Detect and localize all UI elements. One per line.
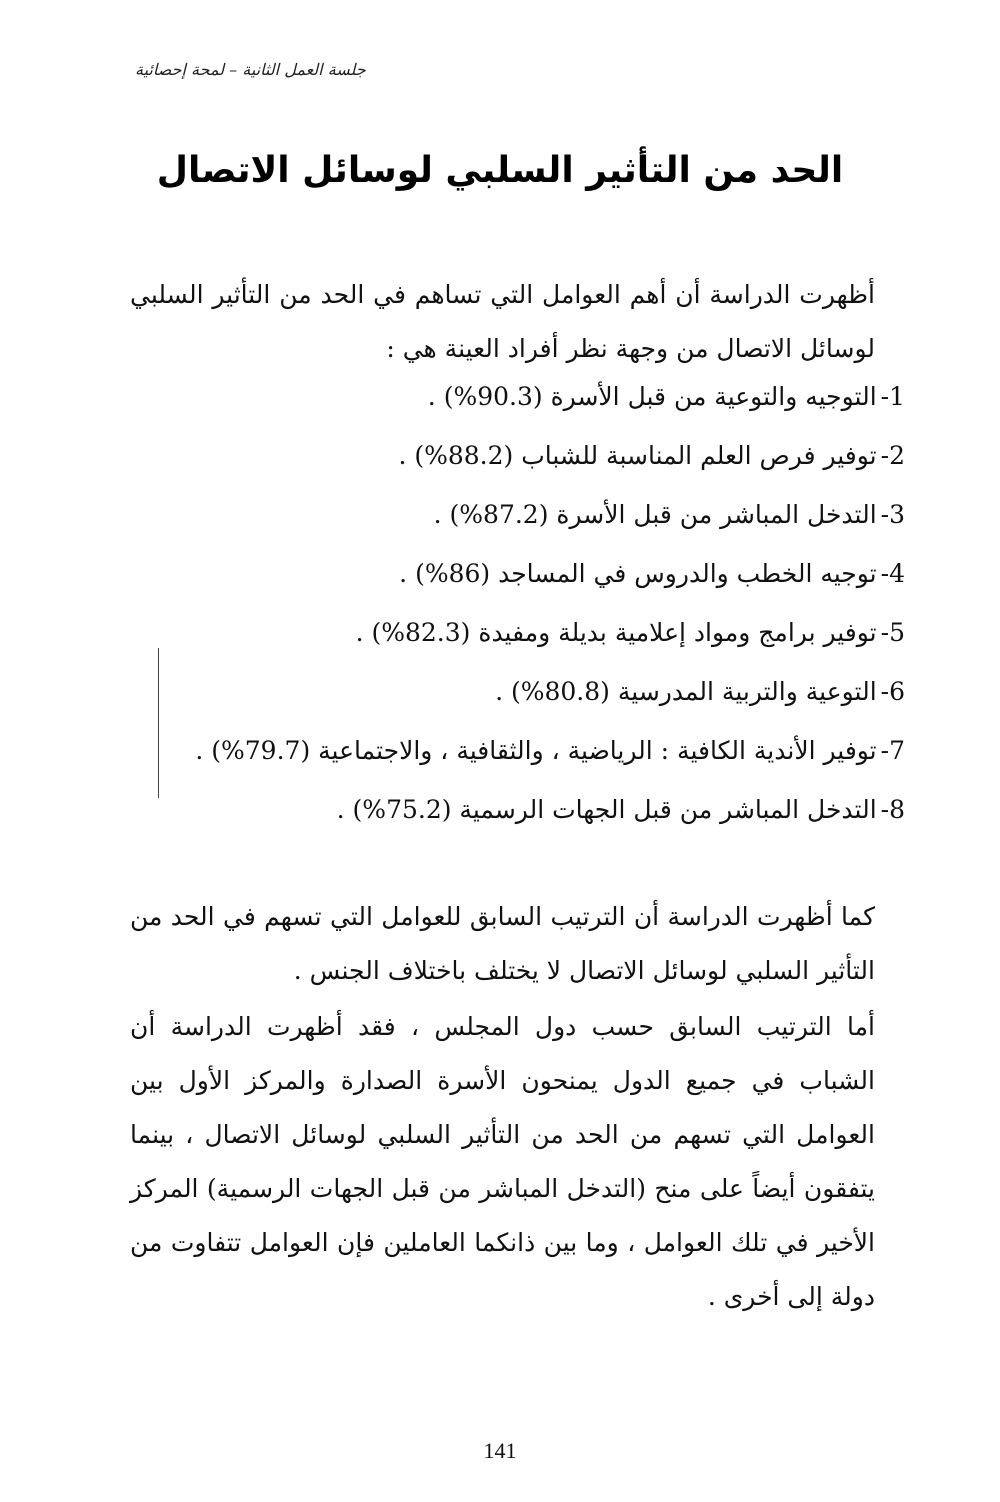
margin-mark <box>158 648 159 798</box>
list-item-text: التدخل المباشر من قبل الأسرة (87.2%) . <box>433 500 877 529</box>
factors-list <box>125 367 905 839</box>
list-item <box>125 662 905 721</box>
list-item <box>125 603 905 662</box>
list-item <box>125 780 905 839</box>
list-item-text: توفير برامج ومواد إعلامية بديلة ومفيدة (82.3%) . <box>355 618 877 647</box>
list-item-text: توفير فرص العلم المناسبة للشباب (88.2%) . <box>398 441 877 470</box>
list-item-number: 8- <box>880 795 905 824</box>
list-item-text: التوجيه والتوعية من قبل الأسرة (90.3%) . <box>427 382 877 411</box>
list-item-number: 7- <box>880 736 905 765</box>
body-paragraph: كما أظهرت الدراسة أن الترتيب السابق للعوامل التي تسهم في الحد من التأثير السلبي لوسائل الاتصال لا يختلف باختلاف الجنس . <box>130 902 875 985</box>
list-item-number: 5- <box>880 618 905 647</box>
list-item-number: 1- <box>880 382 905 411</box>
running-header: جلسة العمل الثانية – لمحة إحصائية <box>135 60 366 79</box>
list-item <box>125 485 905 544</box>
body-paragraph: أما الترتيب السابق حسب دول المجلس ، فقد أظهرت الدراسة أن الشباب في جميع الدول يمنحون الأسرة الصدارة والمركز الأول بين العوامل التي تسهم من الحد من التأثير السلبي لوسائل الاتصال ، بينما يتفقون أيضاً على منح (التدخل المباشر من قبل الجهات الرسمية) المركز الأخير في تلك العوامل ، وما بين ذانكما العاملين فإن العوامل تتفاوت من دولة إلى أخرى . <box>130 1012 875 1311</box>
intro-paragraph: أظهرت الدراسة أن أهم العوامل التي تساهم في الحد من التأثير السلبي لوسائل الاتصال من وجهة نظر أفراد العينة هي : <box>130 280 875 363</box>
list-item-number: 2- <box>880 441 905 470</box>
list-item-text: التدخل المباشر من قبل الجهات الرسمية (75.2%) . <box>336 795 877 824</box>
list-item <box>125 426 905 485</box>
page-title: الحد من التأثير السلبي لوسائل الاتصال <box>156 150 844 191</box>
list-item <box>125 544 905 603</box>
page-number: 141 <box>483 1438 517 1463</box>
list-item-number: 6- <box>880 677 905 706</box>
list-item-text: توفير الأندية الكافية : الرياضية ، والثقافية ، والاجتماعية (79.7%) . <box>195 736 877 765</box>
list-item-number: 4- <box>880 559 905 588</box>
list-item <box>125 367 905 426</box>
list-item-text: التوعية والتربية المدرسية (80.8%) . <box>495 677 877 706</box>
list-item-number: 3- <box>880 500 905 529</box>
list-item-text: توجيه الخطب والدروس في المساجد (86%) . <box>399 559 877 588</box>
list-item <box>125 721 905 780</box>
